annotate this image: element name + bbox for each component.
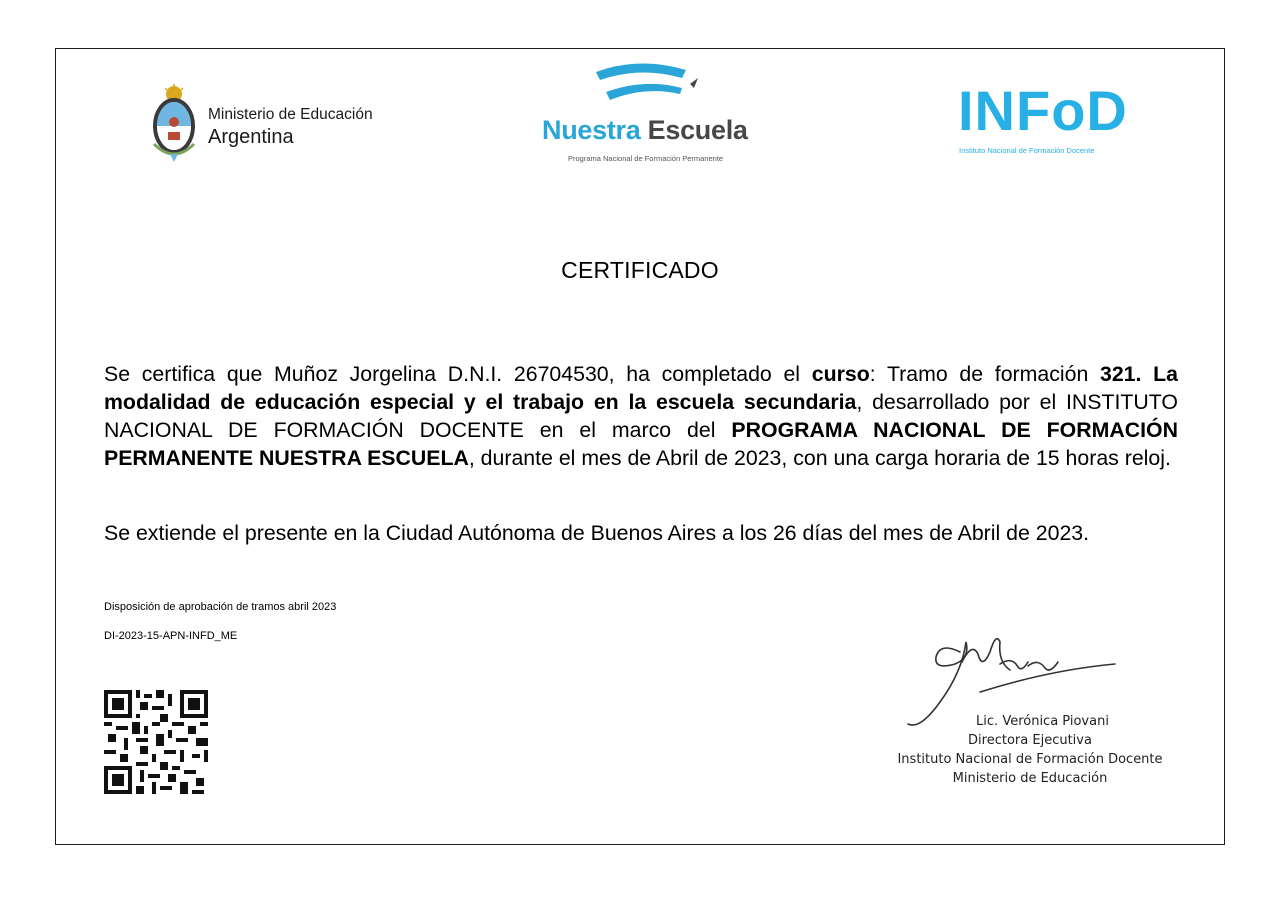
ministerio-line1: Ministerio de Educación (208, 106, 373, 123)
disposition-line-1: Disposición de aprobación de tramos abril 2023 (104, 601, 337, 613)
certification-paragraph (104, 360, 1178, 472)
ministerio-logo (146, 84, 406, 164)
cert-text-3: , desarrollado por el INSTITUTO NACIONAL DE FORMACIÓN DOCENTE en el marco del (104, 390, 1178, 442)
certificate-title: CERTIFICADO (561, 257, 719, 283)
qr-code (104, 690, 208, 794)
escuela-word: Escuela (647, 115, 748, 145)
infod-subtitle: Instituto Nacional de Formación Docente (959, 146, 1095, 155)
nuestra-escuela-logo (540, 58, 765, 168)
cert-text-2: : Tramo de formación (869, 362, 1100, 386)
ministerio-line2: Argentina (208, 126, 294, 148)
cert-text-course-word: curso (811, 362, 870, 386)
cert-text-1: Se certifica que Muñoz Jorgelina D.N.I. 26704530, ha completado el (104, 362, 812, 386)
signatory-role: Directora Ejecutiva (968, 733, 1092, 748)
issuance-paragraph: Se extiende el presente en la Ciudad Autónoma de Buenos Aires a los 26 días del mes de Abril de 2023. (104, 521, 1090, 545)
nuestra-escuela-name (542, 115, 748, 146)
national-coat-of-arms-icon (146, 84, 202, 164)
disposition-line-2: DI-2023-15-APN-INFD_ME (104, 630, 238, 642)
nuestra-escuela-subtitle: Programa Nacional de Formación Permanente (568, 154, 724, 163)
signatory-name: Lic. Verónica Piovani (976, 714, 1109, 729)
infod-logo (958, 79, 1148, 159)
nuestra-word: Nuestra (542, 115, 641, 145)
nuestra-escuela-swoosh-icon (590, 58, 710, 110)
cert-course-title: 321. La modalidad de educación especial y el trabajo en la escuela secundaria (104, 362, 1178, 414)
signatory-block (880, 712, 1180, 788)
signatory-ministry: Ministerio de Educación (952, 771, 1108, 786)
infod-name: INFoD (958, 79, 1128, 142)
cert-program-name: PROGRAMA NACIONAL DE FORMACIÓN PERMANENTE NUESTRA ESCUELA (104, 418, 1178, 470)
cert-text-4: , durante el mes de Abril de 2023, con una carga horaria de 15 horas reloj. (468, 446, 1171, 470)
signatory-institute: Instituto Nacional de Formación Docente (897, 752, 1163, 767)
